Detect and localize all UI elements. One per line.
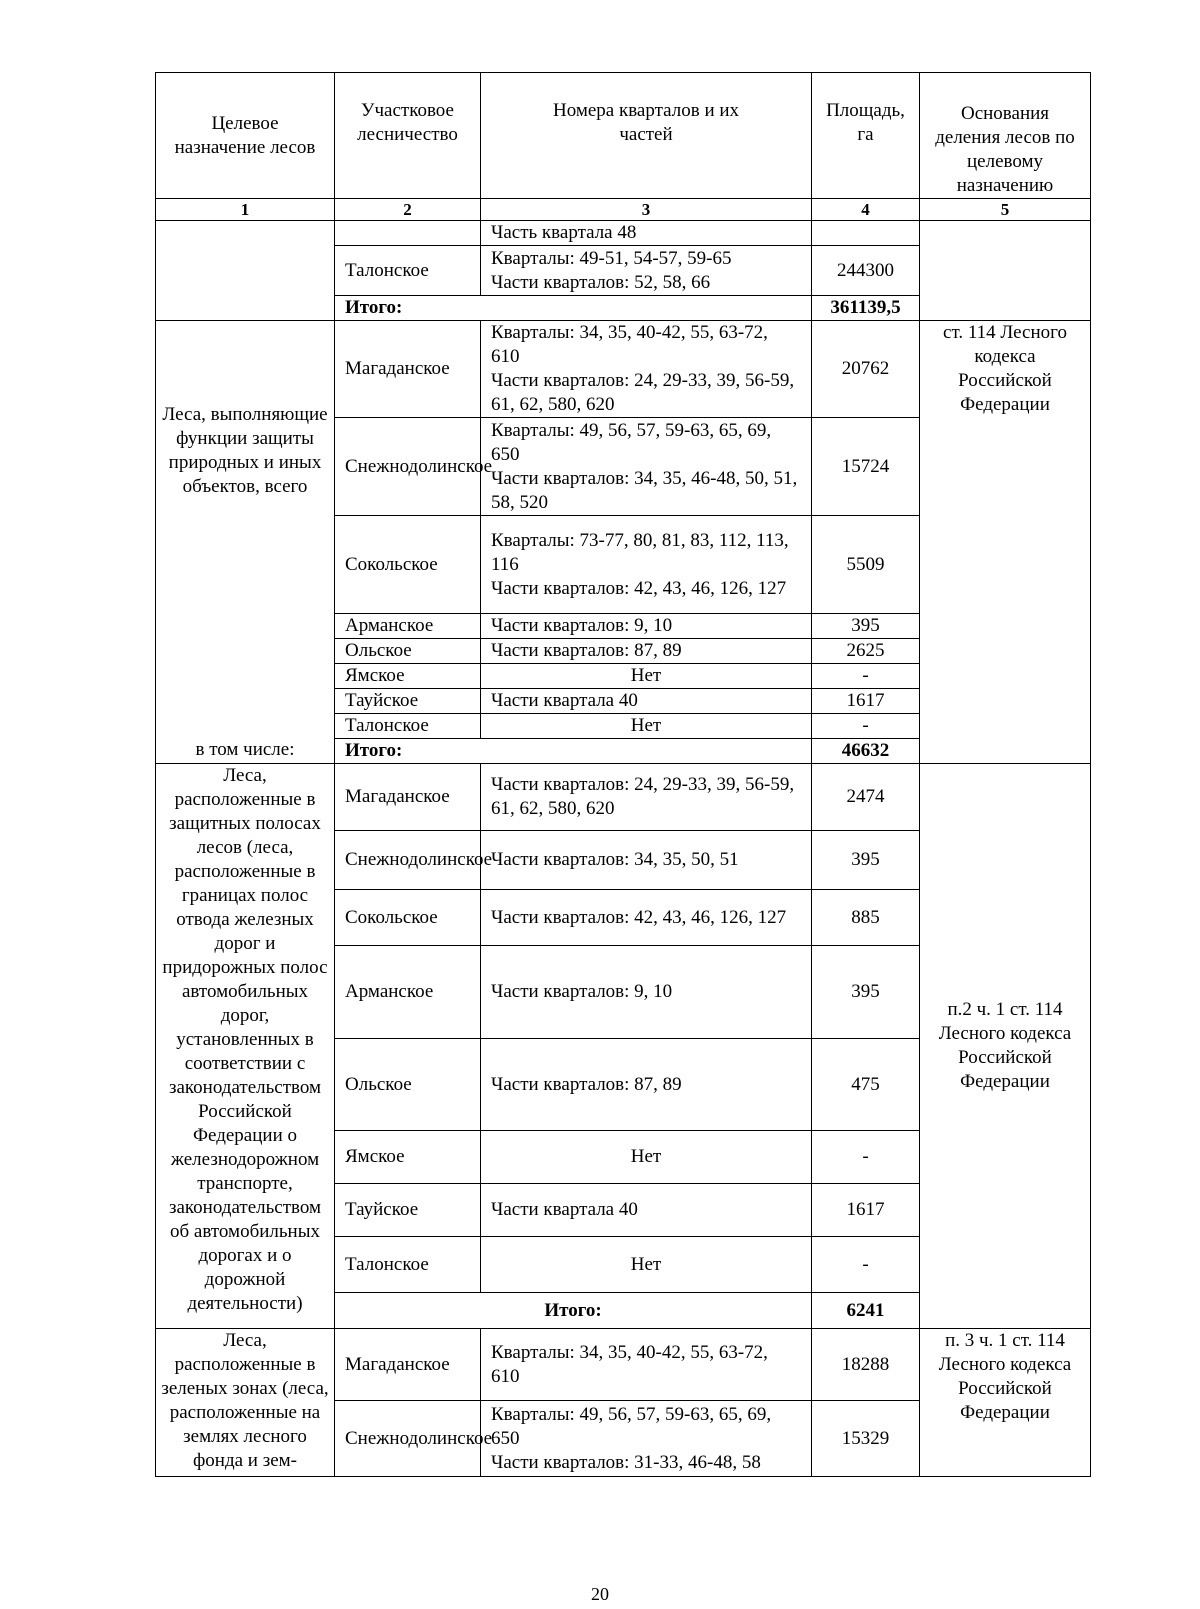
forest-purpose-table bbox=[155, 72, 1091, 1477]
empty-cell bbox=[156, 221, 335, 321]
quarters-cell: Части кварталов: 87, 89 bbox=[481, 1039, 812, 1131]
basis-cell: ст. 114 Лесного кодекса Российской Федерации bbox=[920, 321, 1091, 764]
quarters-line: Кварталы: 49-51, 54-57, 59-65 bbox=[491, 247, 732, 269]
col-number: 4 bbox=[812, 199, 920, 221]
quarters-cell: Части кварталов: 42, 43, 46, 126, 127 bbox=[481, 890, 812, 946]
area-value: 475 bbox=[812, 1039, 920, 1131]
header-area: Площадь, га bbox=[812, 73, 920, 199]
quarters-line: Кварталы: 49, 56, 57, 59-63, 65, 69, 650 bbox=[491, 1403, 772, 1449]
area-value: - bbox=[812, 1131, 920, 1184]
forestry-name: Талонское bbox=[335, 1237, 481, 1293]
quarters-cell: Нет bbox=[481, 1237, 812, 1293]
col-number: 1 bbox=[156, 199, 335, 221]
quarters-cell: Части квартала 40 bbox=[481, 689, 812, 714]
forestry-name: Ольское bbox=[335, 1039, 481, 1131]
total-value: 46632 bbox=[812, 739, 920, 764]
including-label: в том числе: bbox=[195, 739, 295, 760]
quarters-cell: Часть квартала 48 bbox=[481, 221, 812, 246]
forestry-name: Снежнодолинское bbox=[335, 1401, 481, 1477]
column-number-row bbox=[156, 199, 1091, 221]
purpose-cell bbox=[156, 321, 335, 764]
area-value: 395 bbox=[812, 946, 920, 1039]
col-number: 5 bbox=[920, 199, 1091, 221]
quarters-cell bbox=[481, 321, 812, 418]
area-value: 15329 bbox=[812, 1401, 920, 1477]
total-value: 6241 bbox=[812, 1293, 920, 1329]
quarters-cell: Части квартала 40 bbox=[481, 1184, 812, 1237]
quarters-line: Части кварталов: 34, 35, 46-48, 50, 51, 58, 520 bbox=[491, 467, 798, 513]
forestry-name: Тауйское bbox=[335, 1184, 481, 1237]
area-value: - bbox=[812, 714, 920, 739]
header-forestry: Участковое лесничество bbox=[335, 73, 481, 199]
area-value: 244300 bbox=[812, 246, 920, 296]
area-value: 20762 bbox=[812, 321, 920, 418]
quarters-cell: Нет bbox=[481, 1131, 812, 1184]
table-row bbox=[156, 764, 1091, 831]
area-value: 395 bbox=[812, 614, 920, 639]
quarters-line: Кварталы: 49, 56, 57, 59-63, 65, 69, 650 bbox=[491, 419, 772, 465]
quarters-line: Части кварталов: 24, 29-33, 39, 56-59, 61, 62, 580, 620 bbox=[491, 370, 795, 415]
area-value: - bbox=[812, 664, 920, 689]
quarters-cell bbox=[481, 246, 812, 296]
table-row bbox=[156, 321, 1091, 418]
header-row bbox=[156, 73, 1091, 199]
basis-cell: п.2 ч. 1 ст. 114 Лесного кодекса Российской Федерации bbox=[920, 764, 1091, 1329]
purpose-cell: Леса, расположенные в защитных полосах лесов (леса, расположенные в границах полос отвода железных дорог и придорожных полос автомобильных дорог, установленных в соответствии с законодательством Российской Федерации о железнодорожном транспорте, законодательством об автомобильных дорогах и о дорожной деятельности) bbox=[156, 764, 335, 1329]
area-value: 15724 bbox=[812, 418, 920, 516]
quarters-cell: Части кварталов: 34, 35, 50, 51 bbox=[481, 831, 812, 890]
total-label: Итого: bbox=[335, 296, 812, 321]
area-value: 1617 bbox=[812, 689, 920, 714]
area-value: 2474 bbox=[812, 764, 920, 831]
quarters-line: Части кварталов: 42, 43, 46, 126, 127 bbox=[491, 577, 787, 599]
purpose-text: Леса, выполняющие функции защиты природных и иных объектов, всего bbox=[162, 404, 328, 497]
quarters-cell: Части кварталов: 9, 10 bbox=[481, 614, 812, 639]
quarters-cell: Кварталы: 34, 35, 40-42, 55, 63-72, 610 bbox=[481, 1329, 812, 1401]
quarters-cell: Части кварталов: 9, 10 bbox=[481, 946, 812, 1039]
quarters-cell: Части кварталов: 87, 89 bbox=[481, 639, 812, 664]
purpose-cell: Леса, расположенные в зеленых зонах (леса, расположенные на землях лесного фонда и зем- bbox=[156, 1329, 335, 1477]
forestry-name: Снежнодолинское bbox=[335, 831, 481, 890]
forestry-name: Арманское bbox=[335, 614, 481, 639]
area-value: 885 bbox=[812, 890, 920, 946]
forestry-name: Талонское bbox=[335, 246, 481, 296]
forestry-name: Арманское bbox=[335, 946, 481, 1039]
quarters-line: Части кварталов: 52, 58, 66 bbox=[491, 271, 711, 293]
col-number: 3 bbox=[481, 199, 812, 221]
forestry-name: Магаданское bbox=[335, 1329, 481, 1401]
header-basis: Основания деления лесов по целевому назначению bbox=[920, 73, 1091, 199]
quarters-cell bbox=[481, 516, 812, 614]
forestry-name: Магаданское bbox=[335, 321, 481, 418]
forestry-name: Тауйское bbox=[335, 689, 481, 714]
empty-cell bbox=[920, 221, 1091, 321]
forestry-name: Магаданское bbox=[335, 764, 481, 831]
col-number: 2 bbox=[335, 199, 481, 221]
basis-cell: п. 3 ч. 1 ст. 114 Лесного кодекса Российской Федерации bbox=[920, 1329, 1091, 1477]
total-label: Итого: bbox=[335, 1293, 812, 1329]
area-value: 5509 bbox=[812, 516, 920, 614]
forestry-name: Сокольское bbox=[335, 516, 481, 614]
table-row bbox=[156, 221, 1091, 246]
quarters-cell: Нет bbox=[481, 664, 812, 689]
header-purpose: Целевое назначение лесов bbox=[156, 73, 335, 199]
quarters-cell bbox=[481, 418, 812, 516]
quarters-cell: Части кварталов: 24, 29-33, 39, 56-59, 61, 62, 580, 620 bbox=[481, 764, 812, 831]
quarters-cell: Нет bbox=[481, 714, 812, 739]
empty-cell bbox=[335, 221, 481, 246]
area-value: 18288 bbox=[812, 1329, 920, 1401]
empty-cell bbox=[812, 221, 920, 246]
area-value: 2625 bbox=[812, 639, 920, 664]
forestry-name: Снежнодолинское bbox=[335, 418, 481, 516]
forestry-name: Талонское bbox=[335, 714, 481, 739]
header-quarters: Номера кварталов и их частей bbox=[481, 73, 812, 199]
area-value: - bbox=[812, 1237, 920, 1293]
area-value: 395 bbox=[812, 831, 920, 890]
total-label: Итого: bbox=[335, 739, 812, 764]
page-number: 20 bbox=[591, 1584, 609, 1604]
quarters-cell bbox=[481, 1401, 812, 1477]
forestry-name: Сокольское bbox=[335, 890, 481, 946]
total-value: 361139,5 bbox=[812, 296, 920, 321]
forestry-name: Ольское bbox=[335, 639, 481, 664]
area-value: 1617 bbox=[812, 1184, 920, 1237]
quarters-line: Кварталы: 73-77, 80, 81, 83, 112, 113, 116 bbox=[491, 529, 789, 575]
quarters-line: Части кварталов: 31-33, 46-48, 58 bbox=[491, 1451, 761, 1473]
forestry-name: Ямское bbox=[335, 664, 481, 689]
table-row bbox=[156, 1329, 1091, 1401]
quarters-line: Кварталы: 34, 35, 40-42, 55, 63-72, 610 bbox=[491, 322, 768, 367]
forestry-name: Ямское bbox=[335, 1131, 481, 1184]
